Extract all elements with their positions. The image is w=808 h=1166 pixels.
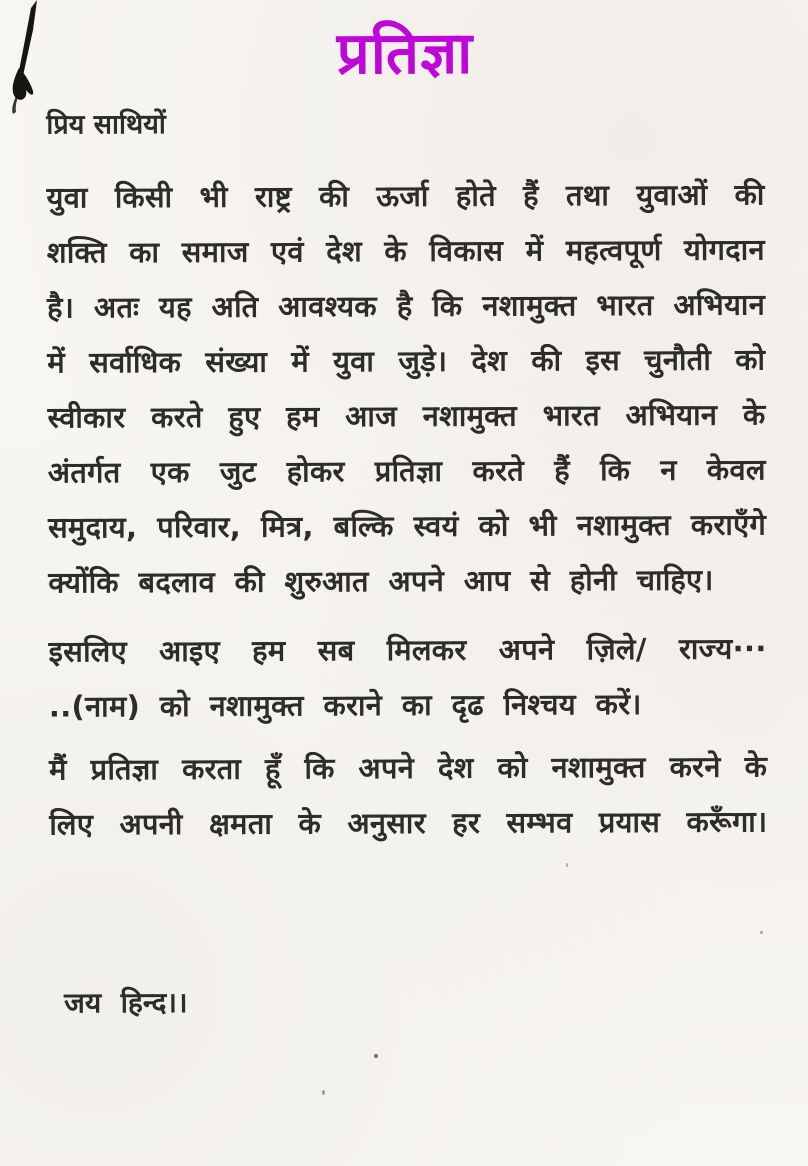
text-line: स्वीकार करते हुए हम आज नशामुक्त भारत अभियान के: [47, 397, 766, 435]
paragraph-pledge-intro: [47, 167, 767, 610]
paragraph-personal-pledge: [49, 739, 767, 852]
closing-salutation: जय हिन्द।।: [64, 985, 188, 1020]
text-line: में सर्वाधिक संख्या में युवा जुड़े। देश की इस चुनौती को: [47, 342, 766, 380]
text-line: है। अतः यह अति आवश्यक है कि नशामुक्त भारत अभियान: [47, 287, 766, 325]
page-title: प्रतिज्ञा: [336, 18, 474, 88]
greeting-line: प्रिय साथियों: [46, 109, 166, 141]
scan-speck: [322, 1090, 325, 1095]
text-line: ..(नाम) को नशामुक्त कराने का दृढ निश्चय करें।: [48, 686, 642, 724]
text-line: शक्ति का समाज एवं देश के विकास में महत्वपूर्ण योगदान: [46, 232, 765, 270]
text-line: अंतर्गत एक जुट होकर प्रतिज्ञा करते हैं कि न केवल: [47, 452, 766, 490]
text-line: मैं प्रतिज्ञा करता हूँ कि अपने देश को नशामुक्त करने के: [49, 749, 768, 787]
text-line: समुदाय, परिवार, मित्र, बल्कि स्वयं को भी नशामुक्त कराएँगे: [47, 507, 767, 545]
paragraph-district-resolve: [48, 621, 766, 734]
text-line: क्योंकि बदलाव की शुरुआत अपने आप से होनी चाहिए।: [48, 562, 714, 600]
text-line: लिए अपनी क्षमता के अनुसार हर सम्भव प्रयास करूँगा।: [49, 804, 768, 842]
text-line: इसलिए आइए हम सब मिलकर अपने ज़िले/ राज्य···: [48, 631, 767, 669]
text-line: युवा किसी भी राष्ट्र की ऊर्जा होते हैं तथा युवाओं की: [46, 177, 765, 215]
scan-speck: [374, 1054, 378, 1058]
